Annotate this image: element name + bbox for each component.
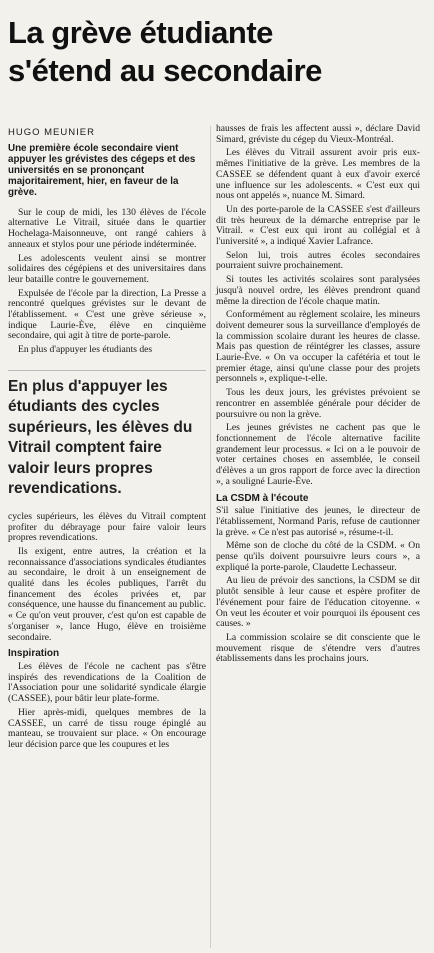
left-column xyxy=(8,128,206,754)
body-paragraph: Au lieu de prévoir des sanctions, la CSDM se dit plutôt sensible à leur cause et espère profiter de l'événement pour faire de l'éducation citoyenne. « On veut les écouter et voir pourquoi ils épousent ces causes. » xyxy=(216,575,420,630)
column-divider xyxy=(210,126,211,948)
body-paragraph: Les adolescents veulent ainsi se montrer solidaires des cégépiens et des universitaires dans leur bataille contre le gouvernement. xyxy=(8,252,206,285)
subhead-csdm: La CSDM à l'écoute xyxy=(216,492,309,504)
body-paragraph: Tous les deux jours, les grévistes prévoient se rencontrer en assemblée générale pour décider de poursuivre ou non la grève. xyxy=(216,387,420,420)
body-paragraph: Si toutes les activités scolaires sont paralysées jusqu'à nouvel ordre, les élèves prendront quand même la direction de l'école chaque matin. xyxy=(216,274,420,307)
body-paragraph: Les jeunes grévistes ne cachent pas que le fonctionnement de l'école alternative facilite grandement leur processus. « Ici on a le pouvoir de voter certaines choses en assemblée, le conseil d'élèves a un gros rapport de force avec la direction », a souligné Laurie-Ève. xyxy=(216,422,420,487)
body-paragraph: Conformément au règlement scolaire, les mineurs doivent demeurer sous la surveillance d'employés de la commission scolaire durant les heures de classe. Mais pas question de réintégrer les classes, assure Laurie-Ève. « On va occuper la cafétéria et tout le premier étage, ainsi qu'une classe pour des projets personnels », explique-t-elle. xyxy=(216,309,420,385)
body-paragraph: La commission scolaire se dit consciente que le mouvement risque de s'étendre vers d'autres établissements dans les prochains jours. xyxy=(216,631,420,665)
headline-line-2: s'étend au secondaire xyxy=(8,53,322,88)
body-paragraph: Les élèves du Vitrail assurent avoir pris eux-mêmes l'initiative de la grève. Les membres de la CASSEE se défendent quant à eux d'avoir exercé une influence sur les adolescents. « C'est eux qui nous ont appelés », nuance M. Simard. xyxy=(216,147,420,202)
body-paragraph: Expulsée de l'école par la direction, La Presse a rencontré quelques grévistes sur le devant de l'établissement. « C'est une grève sérieuse », indique Laurie-Ève, élève en cinquième secondaire, qui agit à titre de porte-parole. xyxy=(8,287,206,342)
headline xyxy=(8,14,428,90)
subhead-inspiration: Inspiration xyxy=(8,648,60,660)
headline-line-1: La grève étudiante xyxy=(8,15,273,50)
pull-quote: En plus d'appuyer les étudiants des cycles supérieurs, les élèves du Vitrail comptent faire valoir leurs propres revendications. xyxy=(8,370,206,500)
right-column xyxy=(216,124,420,668)
body-paragraph: Un des porte-parole de la CASSEE s'est d'ailleurs dit très heureux de la démarche entreprise par le Vitrail. « C'est eux qui iront au collégial et à l'université », a indiqué Xavier Lafrance. xyxy=(216,203,420,248)
body-paragraph: Selon lui, trois autres écoles secondaires pourraient suivre prochainement. xyxy=(216,249,420,272)
body-paragraph: S'il salue l'initiative des jeunes, le directeur de l'établissement, Normand Paris, refuse de cautionner la grève. « Ce n'est pas autorisé », résume-t-il. xyxy=(216,505,420,538)
byline: HUGO MEUNIER xyxy=(8,127,95,138)
lead-paragraph: Une première école secondaire vient appuyer les grévistes des cégeps et des universités en se prononçant majoritairement, hier, en faveur de la grève. xyxy=(8,142,196,198)
body-paragraph: Hier après-midi, quelques membres de la CASSEE, un carré de tissu rouge épinglé au manteau, se trouvaient sur place. « On encourage leur décision parce que les coupures et les xyxy=(8,706,206,750)
body-paragraph: Ils exigent, entre autres, la création et la reconnaissance d'associations syndicales étudiantes au secondaire, le droit à un enseignement de qualité dans les écoles publiques, l'arrêt du financement des écoles privées et, par conséquence, une hausse du financement au public. « Ce qu'on veut prouver, c'est qu'on est capable de s'organiser », lance Hugo, élève en troisième secondaire. xyxy=(8,545,206,643)
body-paragraph: Sur le coup de midi, les 130 élèves de l'école alternative Le Vitrail, située dans le quartier Hochelaga-Maisonneuve, ont rangé cahiers à anneaux et stylos pour une période indéterminée. xyxy=(8,206,206,250)
body-paragraph: Même son de cloche du côté de la CSDM. « On pense qu'ils doivent poursuivre leurs cours », a expliqué la porte-parole, Claudette Lechasseur. xyxy=(216,540,420,573)
body-paragraph: En plus d'appuyer les étudiants des xyxy=(18,344,153,356)
body-paragraph: Les élèves de l'école ne cachent pas s'être inspirés des revendications de la Coalition de l'Association pour une solidarité syndicale élargie (CASSEE), pour bâtir leur plate-forme. xyxy=(8,660,206,705)
body-paragraph: cycles supérieurs, les élèves du Vitrail comptent profiter du débrayage pour faire valoir leurs propres revendications. xyxy=(8,510,206,544)
body-paragraph: hausses de frais les affectent aussi », déclare David Simard, gréviste du cégep du Vieux-Montréal. xyxy=(216,123,420,145)
